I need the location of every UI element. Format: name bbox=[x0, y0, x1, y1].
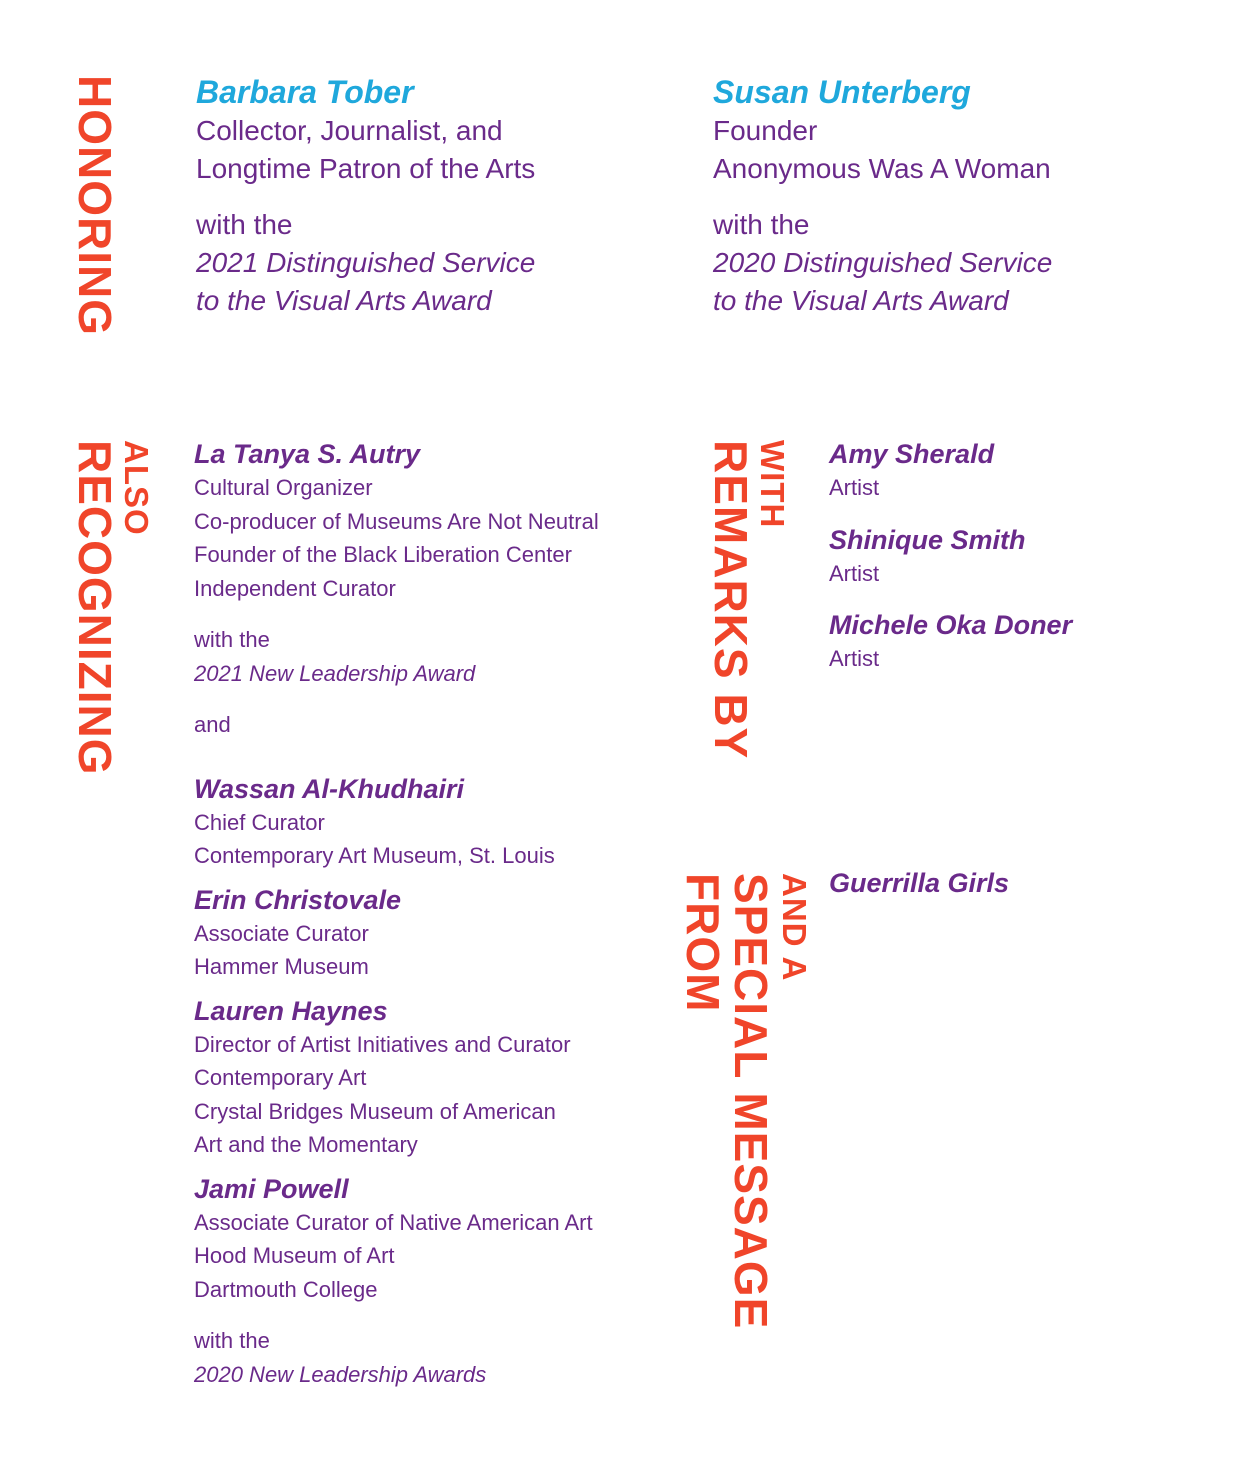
person-name: Amy Sherald bbox=[829, 439, 995, 469]
honoree-title-line: Founder bbox=[713, 115, 818, 146]
recognizing-list bbox=[194, 437, 599, 1391]
person-title-line: Independent Curator bbox=[194, 575, 396, 601]
person-name: Erin Christovale bbox=[194, 884, 402, 915]
with-the-text: with the bbox=[194, 627, 270, 652]
honoree-title-line: Anonymous Was A Woman bbox=[713, 153, 1051, 184]
award-line: 2021 New Leadership Award bbox=[194, 660, 476, 686]
with-the-text: with the bbox=[196, 209, 293, 240]
award-line: 2020 New Leadership Awards bbox=[194, 1361, 487, 1387]
person-title-line: Art and the Momentary bbox=[194, 1132, 418, 1157]
person-name: La Tanya S. Autry bbox=[194, 439, 421, 469]
person-role: Artist bbox=[829, 646, 880, 671]
special-message-block bbox=[829, 866, 1009, 900]
person-name: Michele Oka Doner bbox=[829, 610, 1073, 640]
person-title-line: Contemporary Art bbox=[194, 1065, 367, 1090]
person-title-line: Hood Museum of Art bbox=[194, 1243, 395, 1268]
award-line: to the Visual Arts Award bbox=[713, 285, 1009, 316]
honoring-label: HONORING bbox=[69, 75, 121, 336]
person-name: Jami Powell bbox=[194, 1173, 349, 1204]
person-name: Lauren Haynes bbox=[194, 995, 388, 1026]
honoree-title-line: Longtime Patron of the Arts bbox=[196, 153, 536, 184]
honoree-name: Susan Unterberg bbox=[713, 74, 971, 110]
also-label: ALSO bbox=[118, 440, 155, 536]
person-title-line: Chief Curator bbox=[194, 809, 325, 835]
recognizing-label: RECOGNIZING bbox=[69, 440, 121, 776]
remarks-by-label: REMARKS BY bbox=[705, 440, 757, 760]
remarks-list bbox=[829, 437, 1072, 676]
honoree-title-line: Collector, Journalist, and bbox=[196, 115, 503, 146]
person-role: Artist bbox=[829, 560, 880, 586]
person-role: Artist bbox=[829, 475, 880, 500]
person-title-line: Dartmouth College bbox=[194, 1276, 378, 1302]
special-message-label: SPECIAL MESSAGE bbox=[725, 873, 777, 1330]
with-label: WITH bbox=[754, 440, 791, 529]
person-title-line: Hammer Museum bbox=[194, 954, 369, 979]
award-line: to the Visual Arts Award bbox=[196, 285, 492, 316]
and-text: and bbox=[194, 712, 231, 737]
person-name: Guerrilla Girls bbox=[829, 868, 1010, 898]
person-title-line: Co-producer of Museums Are Not Neutral bbox=[194, 508, 599, 534]
honoree-susan-unterberg bbox=[713, 72, 1052, 320]
person-title-line: Associate Curator of Native American Art bbox=[194, 1209, 593, 1235]
person-title-line: Contemporary Art Museum, St. Louis bbox=[194, 843, 555, 868]
person-name: Shinique Smith bbox=[829, 524, 1026, 555]
with-the-text: with the bbox=[194, 1328, 270, 1353]
with-the-text: with the bbox=[713, 209, 810, 240]
from-label: FROM bbox=[677, 873, 729, 1013]
person-title-line: Director of Artist Initiatives and Curator bbox=[194, 1031, 571, 1057]
person-title-line: Cultural Organizer bbox=[194, 475, 373, 500]
honoree-barbara-tober bbox=[196, 72, 535, 320]
honoree-name: Barbara Tober bbox=[196, 74, 414, 110]
person-title-line: Crystal Bridges Museum of American bbox=[194, 1098, 556, 1124]
award-line: 2021 Distinguished Service bbox=[196, 247, 536, 278]
and-a-label: AND A bbox=[776, 873, 813, 982]
person-name: Wassan Al-Khudhairi bbox=[194, 773, 465, 804]
award-line: 2020 Distinguished Service bbox=[713, 247, 1053, 278]
person-title-line: Associate Curator bbox=[194, 920, 369, 946]
person-title-line: Founder of the Black Liberation Center bbox=[194, 542, 572, 567]
